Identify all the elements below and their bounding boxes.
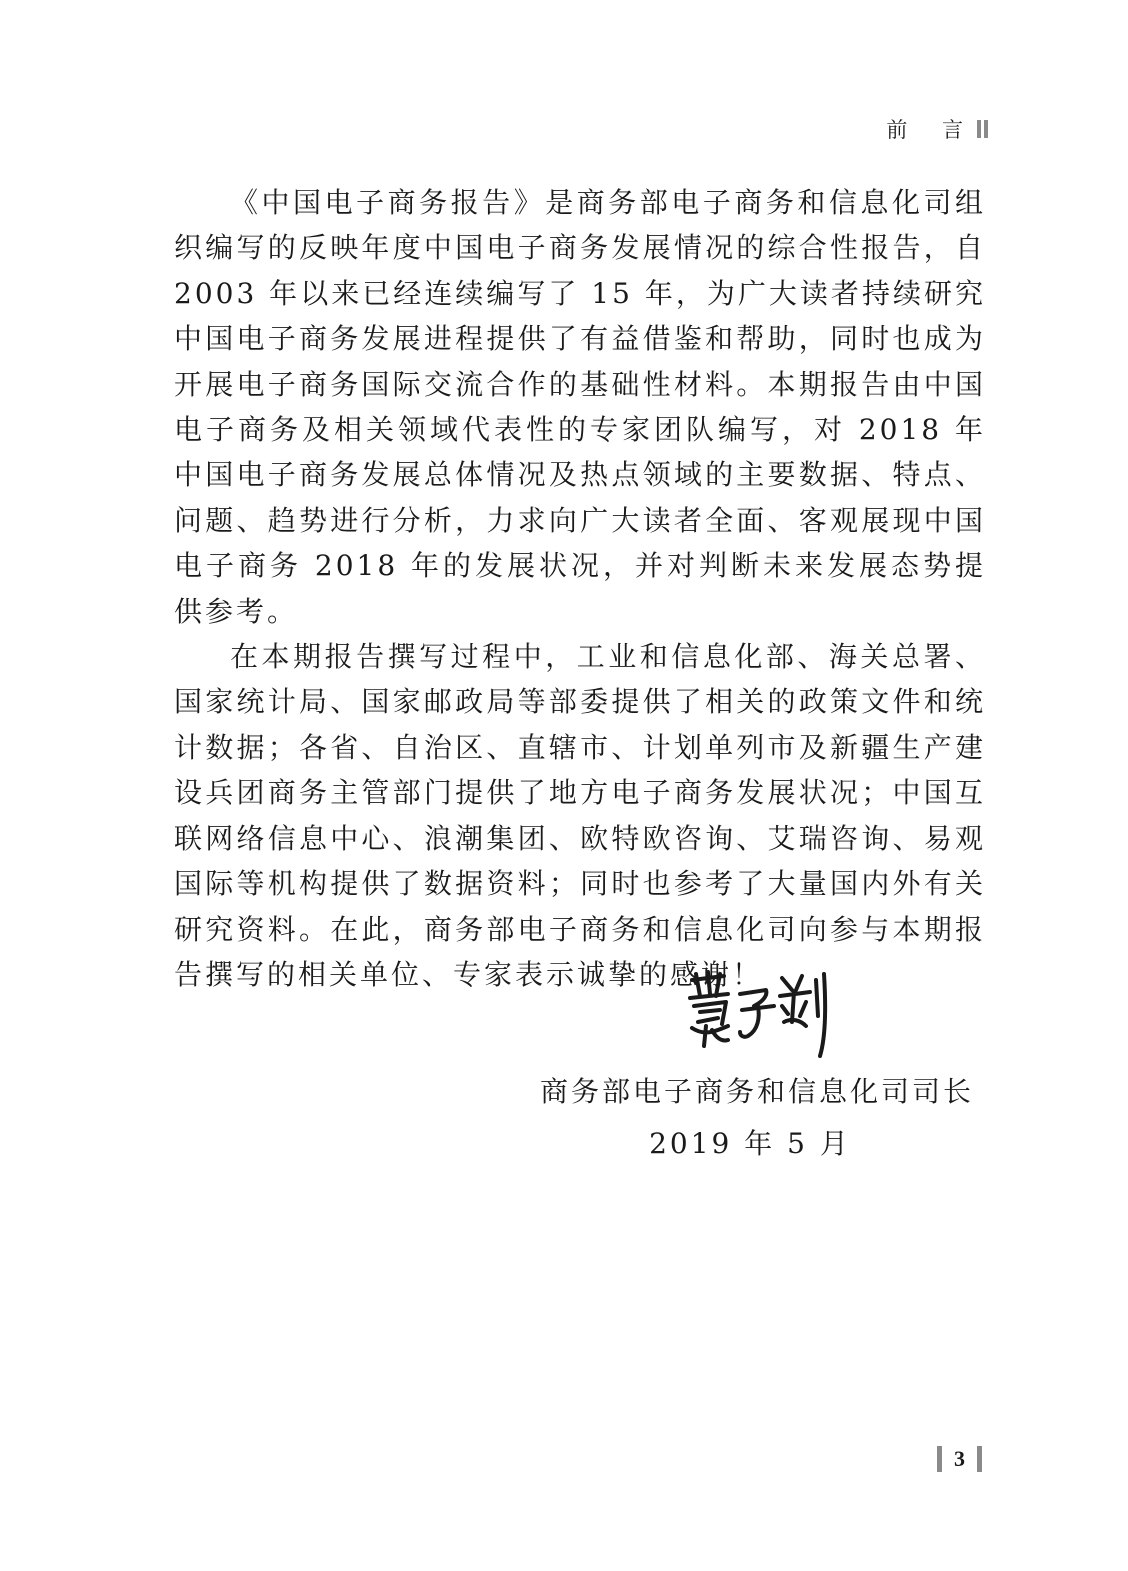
page-number: 3 xyxy=(954,1446,965,1471)
paragraph: 在本期报告撰写过程中，工业和信息化部、海关总署、国家统计局、国家邮政局等部委提供了相关的政策文件和统计数据；各省、自治区、直辖市、计划单列市及新疆生产建设兵团商务主管部门提供了地方电子商务发展状况；中国互联网络信息中心、浪潮集团、欧特欧咨询、艾瑞咨询、易观国际等机构提供了数据资料；同时也参考了大量国内外有关研究资料。在此，商务部电子商务和信息化司向参与本期报告撰写的相关单位、专家表示诚挚的感谢！ xyxy=(174,640,986,991)
page-footer xyxy=(937,1446,982,1472)
header-decoration xyxy=(977,120,988,138)
paragraph: 《中国电子商务报告》是商务部电子商务和信息化司组织编写的反映年度中国电子商务发展情况的综合性报告，自 2003 年以来已经连续编写了 15 年，为广大读者持续研究中国电子商务发展进程提供了有益借鉴和帮助，同时也成为开展电子商务国际交流合作的基础性材料。本期报告由中国电子商务及相关领域代表性的专家团队编写，对 2018 年中国电子商务发展总体情况及热点领域的主要数据、特点、问题、趋势进行分析，力求向广大读者全面、客观展现中国电子商务 2018 年的发展状况，并对判断未来发展态势提供参考。 xyxy=(174,186,986,628)
handwritten-signature xyxy=(684,966,834,1058)
footer-bar-right xyxy=(977,1446,982,1472)
signer-block xyxy=(540,1066,975,1170)
running-header xyxy=(886,114,988,144)
signer-title: 商务部电子商务和信息化司司长 xyxy=(540,1075,975,1108)
preface-body xyxy=(174,180,986,997)
signing-date: 2019 年 5 月 xyxy=(649,1127,851,1160)
section-title: 前 言 xyxy=(886,118,977,142)
footer-bar-left xyxy=(937,1446,942,1472)
